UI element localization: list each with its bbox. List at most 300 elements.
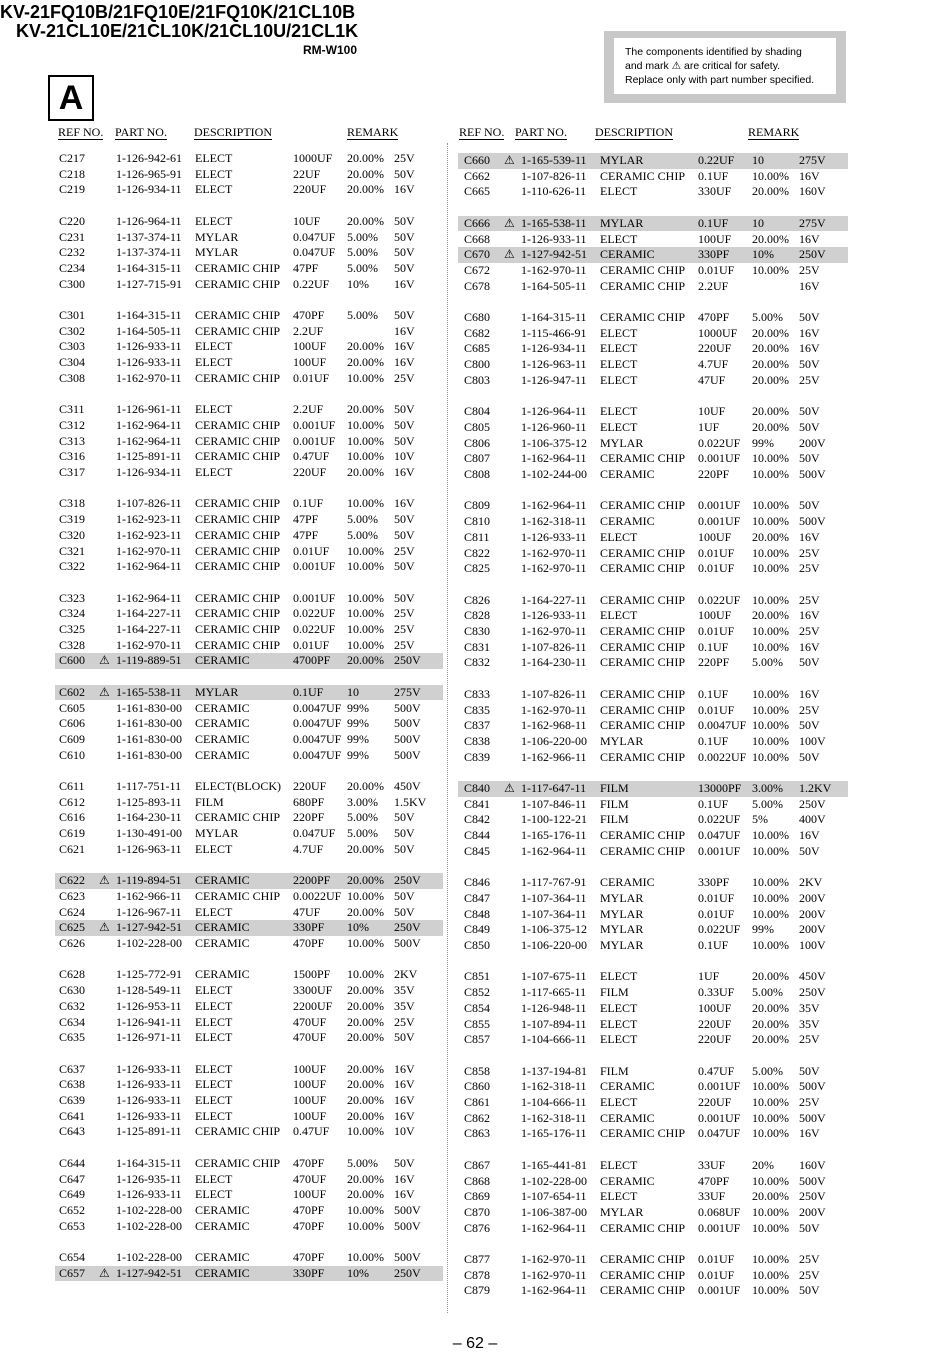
description-cell: CERAMIC — [195, 1202, 250, 1217]
tolerance-cell: 10.00% — [752, 702, 789, 717]
value-cell: 0.022UF — [698, 592, 741, 607]
part-no-cell: 1-162-970-11 — [116, 543, 182, 558]
tolerance-cell: 10.00% — [347, 1250, 384, 1264]
ref-no-cell: C647 — [59, 1171, 86, 1186]
value-cell: 0.001UF — [293, 417, 336, 432]
value-cell: 220UF — [698, 1095, 732, 1109]
voltage-cell: 500V — [394, 731, 421, 746]
value-cell: 0.022UF — [698, 435, 741, 450]
ref-no-cell: C320 — [59, 527, 86, 542]
table-row — [55, 1172, 443, 1188]
col-part-no: PART NO. — [115, 125, 167, 139]
tolerance-cell: 10.00% — [752, 592, 789, 607]
voltage-cell: 50V — [394, 904, 415, 919]
ref-no-cell: C860 — [464, 1079, 491, 1094]
page-number: – 62 – — [452, 1335, 498, 1352]
ref-no-cell: C854 — [464, 1000, 491, 1015]
safety-warning-icon: ⚠ — [99, 1265, 110, 1280]
tolerance-cell: 20.00% — [752, 404, 789, 419]
voltage-cell: 16V — [394, 276, 415, 291]
value-cell: 470PF — [293, 936, 325, 950]
tolerance-cell: 10.00% — [752, 1079, 789, 1094]
ref-no-cell: C851 — [464, 969, 491, 984]
table-row — [55, 182, 443, 198]
description-cell: CERAMIC CHIP — [195, 606, 281, 621]
ref-no-cell: C841 — [464, 796, 491, 811]
table-row — [55, 245, 443, 261]
value-cell: 0.1UF — [698, 733, 729, 748]
table-row — [55, 449, 443, 465]
voltage-cell: 275V — [799, 153, 826, 167]
tolerance-cell: 3.00% — [752, 781, 783, 795]
value-cell: 330PF — [293, 1265, 325, 1280]
ref-no-cell: C625 — [59, 920, 86, 935]
part-no-cell: 1-126-934-11 — [521, 341, 587, 356]
part-no-cell: 1-165-441-81 — [521, 1157, 587, 1172]
description-cell: ELECT — [600, 1189, 638, 1204]
tolerance-cell: 10.00% — [347, 449, 384, 464]
voltage-cell: 16V — [394, 1187, 415, 1202]
tolerance-cell: 10.00% — [752, 875, 789, 890]
tolerance-cell: 5.00% — [752, 655, 783, 670]
value-cell: 0.001UF — [293, 433, 336, 448]
ref-no-cell: C837 — [464, 718, 491, 733]
table-row — [458, 467, 848, 483]
tolerance-cell: 10.00% — [347, 1124, 384, 1139]
tolerance-cell: 99% — [752, 435, 774, 450]
value-cell: 470UF — [293, 1014, 327, 1029]
table-row — [55, 402, 443, 418]
value-cell: 2.2UF — [698, 278, 729, 293]
description-cell: CERAMIC CHIP — [600, 545, 686, 560]
value-cell: 0.001UF — [698, 1220, 741, 1235]
ref-no-cell: C324 — [59, 606, 86, 621]
part-no-cell: 1-126-947-11 — [521, 372, 587, 387]
description-cell: CERAMIC CHIP — [600, 498, 686, 513]
value-cell: 0.047UF — [293, 229, 336, 244]
description-cell: ELECT — [195, 1187, 233, 1202]
voltage-cell: 25V — [799, 1095, 820, 1109]
ref-no-cell: C317 — [59, 465, 86, 479]
description-cell: CERAMIC CHIP — [195, 276, 281, 291]
description-cell: CERAMIC CHIP — [195, 449, 281, 464]
part-no-cell: 1-115-466-91 — [521, 325, 587, 340]
ref-no-cell: C862 — [464, 1110, 491, 1125]
table-row — [55, 151, 443, 167]
ref-no-cell: C863 — [464, 1126, 491, 1141]
safety-warning-icon: ⚠ — [99, 684, 110, 699]
value-cell: 220PF — [698, 655, 730, 670]
table-row — [55, 230, 443, 246]
voltage-cell: 160V — [799, 184, 826, 199]
table-row — [458, 1283, 848, 1299]
part-no-cell: 1-126-933-11 — [116, 355, 182, 370]
col-description: DESCRIPTION — [194, 125, 273, 139]
ref-no-cell: C308 — [59, 370, 86, 385]
safety-warning-icon: ⚠ — [504, 781, 515, 795]
part-no-cell: 1-102-244-00 — [521, 467, 587, 481]
col-ref-no: REF NO. — [459, 125, 505, 139]
ref-no-cell: C312 — [59, 417, 86, 432]
table-row — [458, 750, 848, 766]
table-row — [55, 1156, 443, 1172]
part-no-cell: 1-102-228-00 — [116, 1250, 182, 1264]
ref-no-cell: C842 — [464, 812, 491, 827]
ref-no-cell: C682 — [464, 325, 491, 340]
description-cell: CERAMIC CHIP — [600, 262, 686, 277]
ref-no-cell: C624 — [59, 904, 86, 919]
description-cell: CERAMIC CHIP — [600, 718, 686, 733]
description-cell: ELECT — [195, 213, 233, 228]
part-no-cell: 1-162-964-11 — [521, 1220, 587, 1235]
part-no-cell: 1-126-934-11 — [116, 465, 182, 479]
table-row — [458, 907, 848, 923]
value-cell: 470UF — [293, 1030, 327, 1045]
voltage-cell: 50V — [799, 451, 820, 466]
tolerance-cell: 10.00% — [752, 262, 789, 277]
tolerance-cell: 10.00% — [752, 561, 789, 576]
value-cell: 0.01UF — [698, 545, 735, 560]
tolerance-cell: 20.00% — [752, 1016, 789, 1031]
voltage-cell: 16V — [394, 1061, 415, 1076]
ref-no-cell: C616 — [59, 810, 86, 825]
safety-warning-icon: ⚠ — [504, 153, 515, 167]
description-cell: MYLAR — [195, 229, 239, 244]
section-letter: A — [48, 75, 94, 121]
ref-no-cell: C845 — [464, 843, 491, 858]
part-no-cell: 1-107-826-11 — [521, 639, 587, 654]
voltage-cell: 16V — [394, 182, 415, 197]
table-row — [55, 748, 443, 764]
table-row — [55, 528, 443, 544]
part-no-cell: 1-106-387-00 — [521, 1204, 587, 1219]
tolerance-cell: 5.00% — [347, 1155, 378, 1170]
tolerance-cell: 20.00% — [347, 1061, 384, 1076]
tolerance-cell: 10.00% — [752, 1267, 789, 1282]
voltage-cell: 16V — [799, 341, 820, 356]
col-part-no: PART NO. — [515, 125, 567, 139]
description-cell: ELECT — [600, 529, 638, 544]
tolerance-cell: 10.00% — [752, 890, 789, 905]
voltage-cell: 50V — [799, 718, 820, 733]
tolerance-cell: 10.00% — [752, 686, 789, 701]
voltage-cell: 25V — [799, 702, 820, 717]
table-row — [55, 465, 443, 481]
part-no-cell: 1-126-933-11 — [116, 339, 182, 354]
voltage-cell: 50V — [799, 404, 820, 419]
description-cell: CERAMIC CHIP — [195, 559, 281, 574]
voltage-cell: 16V — [394, 323, 415, 338]
ref-no-cell: C665 — [464, 184, 491, 199]
ref-no-cell: C302 — [59, 323, 86, 338]
ref-no-cell: C870 — [464, 1204, 491, 1219]
voltage-cell: 50V — [394, 229, 415, 244]
description-cell: CERAMIC CHIP — [600, 592, 686, 607]
voltage-cell: 50V — [799, 419, 820, 434]
tolerance-cell: 5.00% — [752, 985, 783, 1000]
description-cell: ELECT — [600, 1000, 638, 1015]
tolerance-cell: 5.00% — [752, 1063, 783, 1078]
tolerance-cell: 20.00% — [752, 231, 789, 246]
tolerance-cell: 5.00% — [347, 308, 378, 322]
value-cell: 0.22UF — [293, 276, 330, 291]
value-cell: 1500PF — [293, 967, 331, 982]
tolerance-cell: 10.00% — [752, 1283, 789, 1298]
part-no-cell: 1-165-176-11 — [521, 1126, 587, 1141]
tolerance-cell: 10.00% — [752, 498, 789, 513]
tolerance-cell: 20.00% — [752, 1189, 789, 1204]
voltage-cell: 25V — [799, 1032, 820, 1047]
part-no-cell: 1-165-539-11 — [521, 153, 587, 167]
tolerance-cell: 20.00% — [347, 151, 384, 165]
tolerance-cell: 20.00% — [347, 339, 384, 354]
value-cell: 0.1UF — [293, 496, 324, 511]
part-no-cell: 1-162-318-11 — [521, 1079, 587, 1094]
voltage-cell: 200V — [799, 890, 826, 905]
part-no-cell: 1-137-374-11 — [116, 229, 182, 244]
voltage-cell: 500V — [394, 936, 421, 950]
table-row — [458, 232, 848, 248]
value-cell: 0.047UF — [293, 245, 336, 260]
description-cell: FILM — [600, 1063, 629, 1078]
table-row — [458, 655, 848, 671]
ref-no-cell: C670 — [464, 247, 491, 262]
ref-no-cell: C637 — [59, 1061, 86, 1076]
voltage-cell: 50V — [799, 498, 820, 513]
value-cell: 3300UF — [293, 983, 333, 998]
value-cell: 0.0022UF — [698, 749, 747, 764]
value-cell: 47UF — [293, 904, 321, 919]
value-cell: 100UF — [698, 608, 732, 623]
value-cell: 0.022UF — [293, 622, 336, 636]
safety-warning-icon: ⚠ — [504, 247, 515, 262]
table-row — [458, 451, 848, 467]
description-cell: FILM — [600, 812, 629, 827]
voltage-cell: 2KV — [394, 967, 418, 982]
part-no-cell: 1-162-966-11 — [521, 749, 587, 764]
table-row — [55, 732, 443, 748]
description-cell: CERAMIC CHIP — [600, 828, 686, 843]
tolerance-cell: 20.00% — [752, 184, 789, 199]
value-cell: 330PF — [698, 875, 730, 890]
table-row — [55, 1077, 443, 1093]
table-row — [458, 1252, 848, 1268]
description-cell: CERAMIC — [600, 1173, 655, 1188]
value-cell: 22UF — [293, 166, 321, 181]
part-no-cell: 1-126-963-11 — [116, 841, 182, 856]
tolerance-cell: 20.00% — [752, 419, 789, 434]
part-no-cell: 1-162-964-11 — [116, 417, 182, 432]
safety-note-line: The components identified by shading — [625, 46, 802, 58]
value-cell: 0.01UF — [698, 890, 735, 905]
part-no-cell: 1-119-894-51 — [116, 873, 182, 888]
part-no-cell: 1-107-826-11 — [521, 686, 587, 701]
tolerance-cell: 10.00% — [752, 733, 789, 748]
voltage-cell: 250V — [394, 653, 421, 668]
description-cell: MYLAR — [600, 922, 644, 937]
table-row — [458, 184, 848, 200]
value-cell: 470PF — [293, 1250, 325, 1264]
part-no-cell: 1-164-230-11 — [521, 655, 587, 670]
ref-no-cell: C848 — [464, 906, 491, 921]
part-no-cell: 1-107-826-11 — [521, 168, 587, 183]
part-no-cell: 1-107-846-11 — [521, 796, 587, 811]
tolerance-cell: 10.00% — [752, 718, 789, 733]
ref-no-cell: C662 — [464, 168, 491, 183]
value-cell: 0.01UF — [698, 624, 735, 638]
description-cell: CERAMIC CHIP — [195, 433, 281, 448]
tolerance-cell: 10.00% — [752, 749, 789, 764]
description-cell: CERAMIC CHIP — [600, 561, 686, 576]
table-row — [55, 1250, 443, 1266]
voltage-cell: 16V — [394, 355, 415, 370]
voltage-cell: 500V — [799, 514, 826, 529]
part-no-cell: 1-162-970-11 — [521, 624, 587, 638]
table-row — [458, 797, 848, 813]
table-row — [458, 1126, 848, 1142]
ref-no-cell: C811 — [464, 529, 490, 544]
description-cell: ELECT — [195, 1061, 233, 1076]
value-cell: 2.2UF — [293, 402, 324, 417]
tolerance-cell: 20.00% — [347, 1171, 384, 1186]
value-cell: 470PF — [698, 1173, 730, 1188]
table-row — [55, 795, 443, 811]
value-cell: 1UF — [698, 419, 720, 434]
part-no-cell: 1-117-767-91 — [521, 875, 587, 890]
voltage-cell: 25V — [799, 262, 820, 277]
value-cell: 0.001UF — [698, 514, 741, 529]
tolerance-cell: 10.00% — [752, 639, 789, 654]
safety-note-text — [614, 38, 836, 94]
description-cell: ELECT — [195, 166, 233, 181]
table-row — [458, 498, 848, 514]
value-cell: 470PF — [698, 310, 730, 324]
ref-no-cell: C316 — [59, 449, 86, 464]
tolerance-cell: 20.00% — [752, 341, 789, 356]
voltage-cell: 25V — [799, 624, 820, 638]
table-row — [458, 1001, 848, 1017]
table-row-safety — [55, 653, 443, 669]
tolerance-cell: 10.00% — [347, 637, 384, 652]
description-cell: ELECT — [600, 608, 638, 623]
voltage-cell: 50V — [394, 308, 415, 322]
part-no-cell: 1-106-375-12 — [521, 922, 587, 937]
voltage-cell: 50V — [394, 590, 415, 605]
table-row — [55, 544, 443, 560]
voltage-cell: 50V — [799, 310, 820, 324]
voltage-cell: 50V — [394, 841, 415, 856]
tolerance-cell: 10.00% — [752, 828, 789, 843]
tolerance-cell: 10.00% — [347, 433, 384, 448]
ref-no-cell: C868 — [464, 1173, 491, 1188]
part-no-cell: 1-126-961-11 — [116, 402, 182, 417]
voltage-cell: 35V — [799, 1000, 820, 1015]
table-row — [55, 1124, 443, 1140]
voltage-cell: 16V — [799, 231, 820, 246]
description-cell: ELECT — [195, 339, 233, 354]
description-cell: ELECT — [195, 841, 233, 856]
description-cell: CERAMIC CHIP — [195, 370, 281, 385]
value-cell: 47PF — [293, 527, 319, 542]
voltage-cell: 1.5KV — [394, 794, 427, 809]
ref-no-cell: C672 — [464, 262, 491, 277]
value-cell: 4700PF — [293, 653, 331, 668]
part-no-cell: 1-107-364-11 — [521, 906, 587, 921]
table-row — [458, 938, 848, 954]
value-cell: 100UF — [293, 1061, 327, 1076]
description-cell: ELECT — [600, 372, 638, 387]
description-cell: CERAMIC — [195, 1218, 250, 1233]
col-remark: REMARK — [748, 125, 800, 139]
part-no-cell: 1-126-942-61 — [116, 151, 182, 165]
value-cell: 0.0047UF — [293, 731, 342, 746]
voltage-cell: 275V — [799, 215, 826, 230]
description-cell: ELECT — [195, 355, 233, 370]
description-cell: CERAMIC CHIP — [195, 308, 281, 322]
description-cell: CERAMIC CHIP — [600, 624, 686, 638]
ref-no-cell: C879 — [464, 1283, 491, 1298]
part-no-cell: 1-164-230-11 — [116, 810, 182, 825]
part-no-cell: 1-125-891-11 — [116, 1124, 182, 1139]
ref-no-cell: C606 — [59, 716, 86, 731]
value-cell: 0.047UF — [698, 1126, 741, 1141]
table-row — [55, 1062, 443, 1078]
ref-no-cell: C861 — [464, 1095, 491, 1109]
ref-no-cell: C680 — [464, 310, 491, 324]
table-row — [55, 355, 443, 371]
tolerance-cell: 10.00% — [752, 514, 789, 529]
value-cell: 0.01UF — [698, 702, 735, 717]
voltage-cell: 200V — [799, 922, 826, 937]
part-no-cell: 1-107-654-11 — [521, 1189, 587, 1204]
voltage-cell: 25V — [799, 561, 820, 576]
description-cell: CERAMIC CHIP — [195, 590, 281, 605]
value-cell: 0.001UF — [698, 843, 741, 858]
table-row — [458, 1189, 848, 1205]
ref-no-cell: C685 — [464, 341, 491, 356]
part-no-cell: 1-126-965-91 — [116, 166, 182, 181]
description-cell: CERAMIC CHIP — [600, 655, 686, 670]
tolerance-cell: 10.00% — [752, 1252, 789, 1266]
description-cell: CERAMIC — [195, 747, 250, 762]
table-row — [458, 718, 848, 734]
part-no-cell: 1-126-967-11 — [116, 904, 182, 919]
description-cell: CERAMIC — [195, 700, 250, 715]
part-no-cell: 1-126-963-11 — [521, 357, 587, 372]
part-no-cell: 1-100-122-21 — [521, 812, 587, 827]
value-cell: 0.01UF — [293, 543, 330, 558]
voltage-cell: 25V — [394, 637, 415, 652]
description-cell: CERAMIC — [195, 920, 250, 935]
tolerance-cell: 10.00% — [752, 938, 789, 952]
ref-no-cell: C311 — [59, 402, 85, 417]
voltage-cell: 50V — [394, 433, 415, 448]
voltage-cell: 250V — [799, 1189, 826, 1204]
voltage-cell: 35V — [394, 998, 415, 1013]
tolerance-cell: 10% — [347, 1265, 369, 1280]
description-cell: ELECT(BLOCK) — [195, 779, 281, 793]
table-row — [55, 826, 443, 842]
value-cell: 0.001UF — [293, 559, 336, 574]
value-cell: 330PF — [698, 247, 730, 262]
tolerance-cell: 20.00% — [347, 904, 384, 919]
table-row — [458, 891, 848, 907]
voltage-cell: 100V — [799, 938, 826, 952]
voltage-cell: 25V — [394, 1014, 415, 1029]
table-row-safety — [458, 153, 848, 169]
value-cell: 1000UF — [698, 325, 738, 340]
description-cell: CERAMIC CHIP — [195, 323, 281, 338]
